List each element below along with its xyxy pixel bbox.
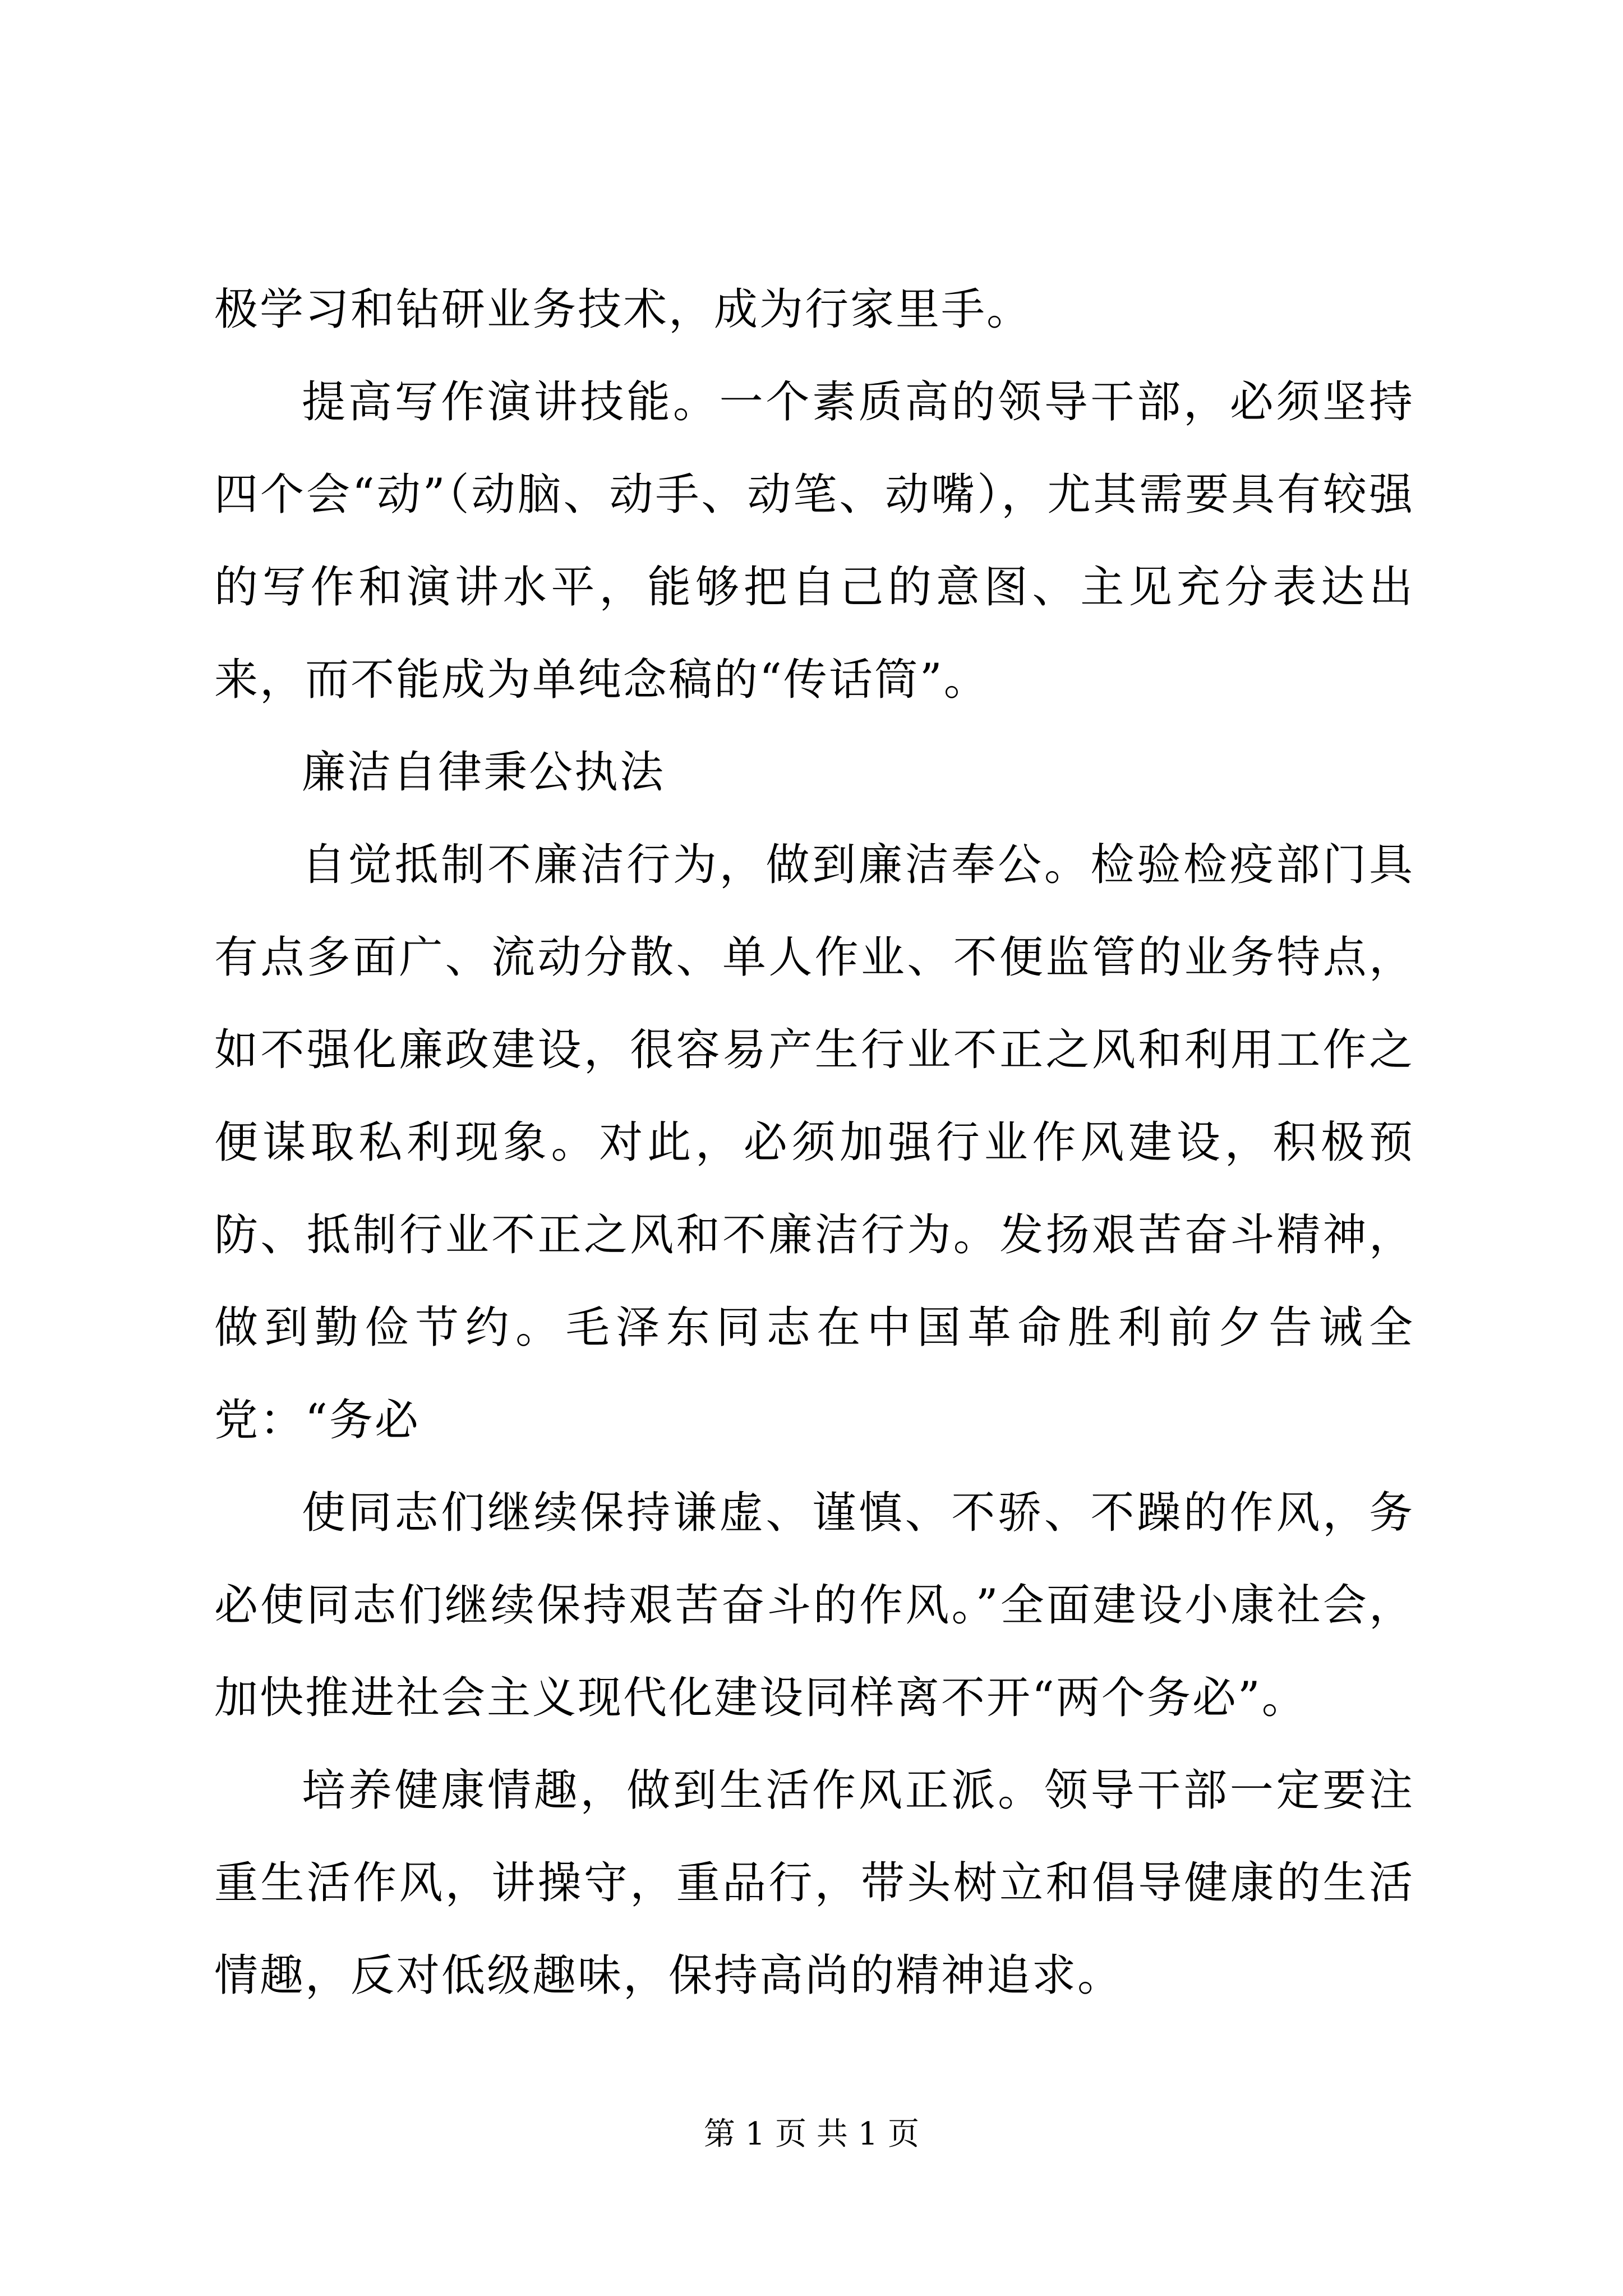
- paragraph-1: 极学习和钻研业务技术，成为行家里手。: [214, 284, 1032, 335]
- paragraph-3: 自觉抵制不廉洁行为，做到廉洁奉公。检验检疫部门具有点多面广、流动分散、单人作业、不便监管的业务特点，如不强化廉政建设，很容易产生行业不正之风和利用工作之便谋取私利现象。对此，必须加强行业作风建设，积极预防、抵制行业不正之风和不廉洁行为。发扬艰苦奋斗精神，做到勤俭节约。毛泽东同志在中国革命胜利前夕告诫全党：“务必: [214, 840, 1414, 1446]
- section-heading: 廉洁自律秉公执法: [302, 747, 666, 798]
- paragraph-2: 提高写作演讲技能。一个素质高的领导干部，必须坚持四个会“动”（动脑、动手、动笔、动嘴），尤其需要具有较强的写作和演讲水平，能够把自己的意图、主见充分表达出来，而不能成为单纯念稿的“传话筒”。: [214, 377, 1414, 705]
- paragraph-5: 培养健康情趣，做到生活作风正派。领导干部一定要注重生活作风，讲操守，重品行，带头树立和倡导健康的生活情趣，反对低级趣味，保持高尚的精神追求。: [214, 1765, 1414, 2001]
- page-number-label: 第 1 页 共 1 页: [703, 2116, 920, 2152]
- paragraph-4: 使同志们继续保持谦虚、谨慎、不骄、不躁的作风，务必使同志们继续保持艰苦奋斗的作风。”全面建设小康社会，加快推进社会主义现代化建设同样离不开“两个务必”。: [214, 1488, 1414, 1723]
- document-body: [214, 264, 1414, 2022]
- page-footer: [0, 2115, 1623, 2154]
